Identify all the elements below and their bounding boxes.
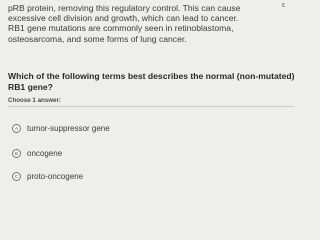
divider — [8, 106, 294, 107]
passage-line: RB1 gene mutations are commonly seen in retinoblastoma, — [8, 23, 234, 34]
passage-text — [8, 3, 296, 44]
answer-choice-a[interactable] — [12, 122, 110, 135]
choose-answer-label: Choose 1 answer: — [8, 97, 61, 104]
question-line: RB1 gene? — [8, 81, 53, 92]
answer-choice-c[interactable] — [12, 170, 83, 183]
question-line: Which of the following terms best describes the normal (non-mutated) — [8, 71, 295, 81]
choice-text: tumor-suppressor gene — [27, 124, 110, 133]
choice-text: proto-oncogene — [27, 172, 84, 181]
passage-line: osteosarcoma, and some forms of lung cancer. — [8, 33, 187, 44]
passage-line: pRB protein, removing this regulatory control. This can cause — [8, 3, 241, 13]
question-prompt — [8, 71, 298, 92]
answer-choice-b[interactable] — [12, 147, 62, 160]
choice-letter-badge: A — [12, 124, 21, 133]
choice-letter-badge: B — [12, 149, 21, 158]
choice-letter-badge: C — [12, 172, 21, 181]
passage-line: excessive cell division and growth, which can lead to cancer. — [8, 13, 239, 24]
corner-mark: ε — [282, 2, 286, 9]
choice-text: oncogene — [27, 149, 63, 158]
